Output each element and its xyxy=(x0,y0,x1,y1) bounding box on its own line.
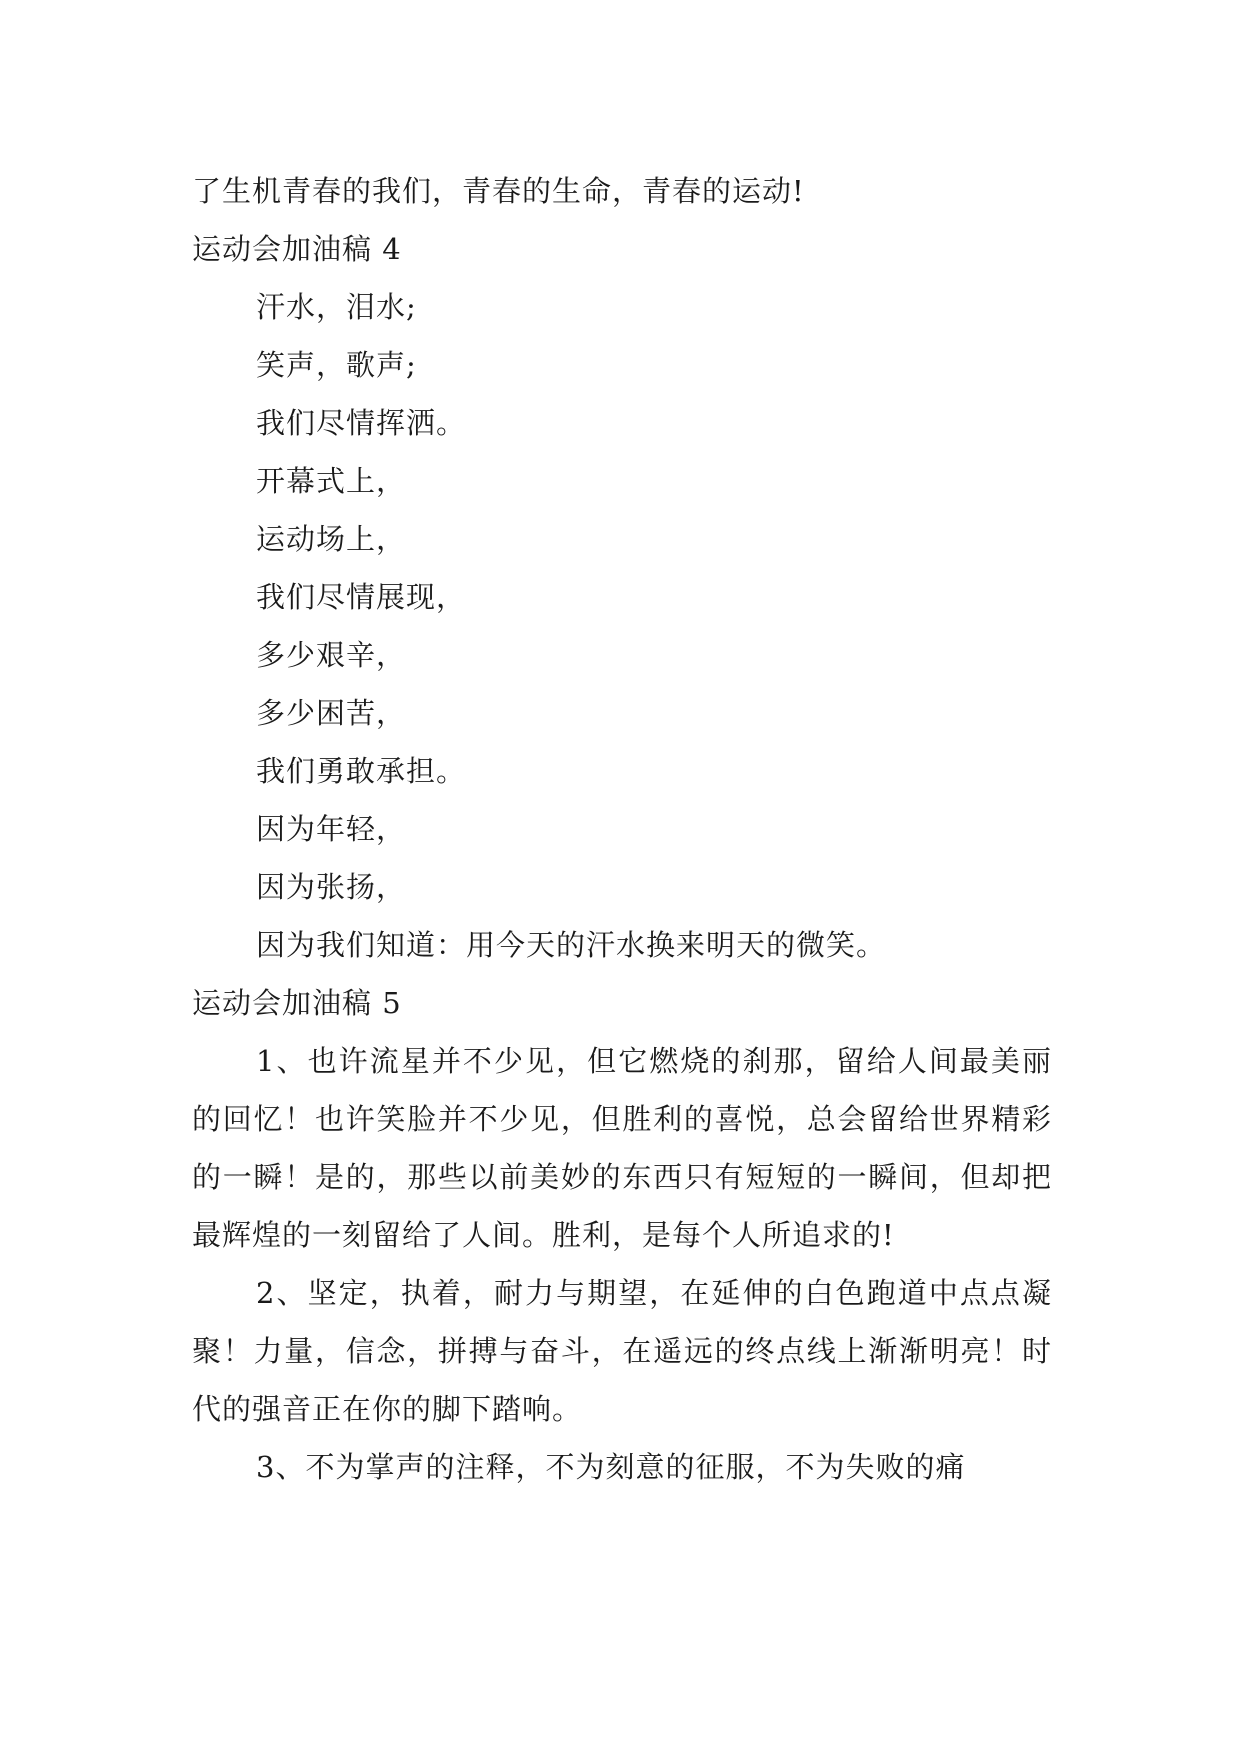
poem-line: 我们尽情展现， xyxy=(256,580,467,614)
intro-line: 了生机青春的我们，青春的生命，青春的运动! xyxy=(192,174,805,208)
section-4-poem xyxy=(192,278,1052,974)
body-paragraph: 2、坚定，执着，耐力与期望，在延伸的白色跑道中点点凝聚！力量，信念，拼搏与奋斗，在遥远的终点线上渐渐明亮！时代的强音正在你的脚下踏响。 xyxy=(192,1276,1052,1426)
poem-line: 开幕式上， xyxy=(256,464,407,498)
poem-line: 汗水，泪水; xyxy=(256,290,417,324)
section-4-heading: 运动会加油稿 4 xyxy=(192,232,402,266)
section-5-body xyxy=(192,1032,1052,1496)
poem-line: 我们勇敢承担。 xyxy=(256,754,467,788)
poem-line: 笑声，歌声; xyxy=(256,348,417,382)
document-page xyxy=(192,162,1052,1496)
poem-line: 多少艰辛， xyxy=(256,638,407,672)
poem-line: 因为年轻， xyxy=(256,812,407,846)
poem-line: 因为张扬， xyxy=(256,870,407,904)
poem-line: 因为我们知道：用今天的汗水换来明天的微笑。 xyxy=(256,928,887,962)
poem-line: 我们尽情挥洒。 xyxy=(256,406,467,440)
poem-line: 运动场上， xyxy=(256,522,407,556)
body-paragraph: 3、不为掌声的注释，不为刻意的征服，不为失败的痛 xyxy=(256,1450,966,1484)
poem-line: 多少困苦， xyxy=(256,696,407,730)
section-5-heading: 运动会加油稿 5 xyxy=(192,986,402,1020)
body-paragraph: 1、也许流星并不少见，但它燃烧的刹那，留给人间最美丽的回忆！也许笑脸并不少见，但胜利的喜悦，总会留给世界精彩的一瞬！是的，那些以前美妙的东西只有短短的一瞬间，但却把最辉煌的一刻留给了人间。胜利，是每个人所追求的! xyxy=(192,1044,1052,1252)
